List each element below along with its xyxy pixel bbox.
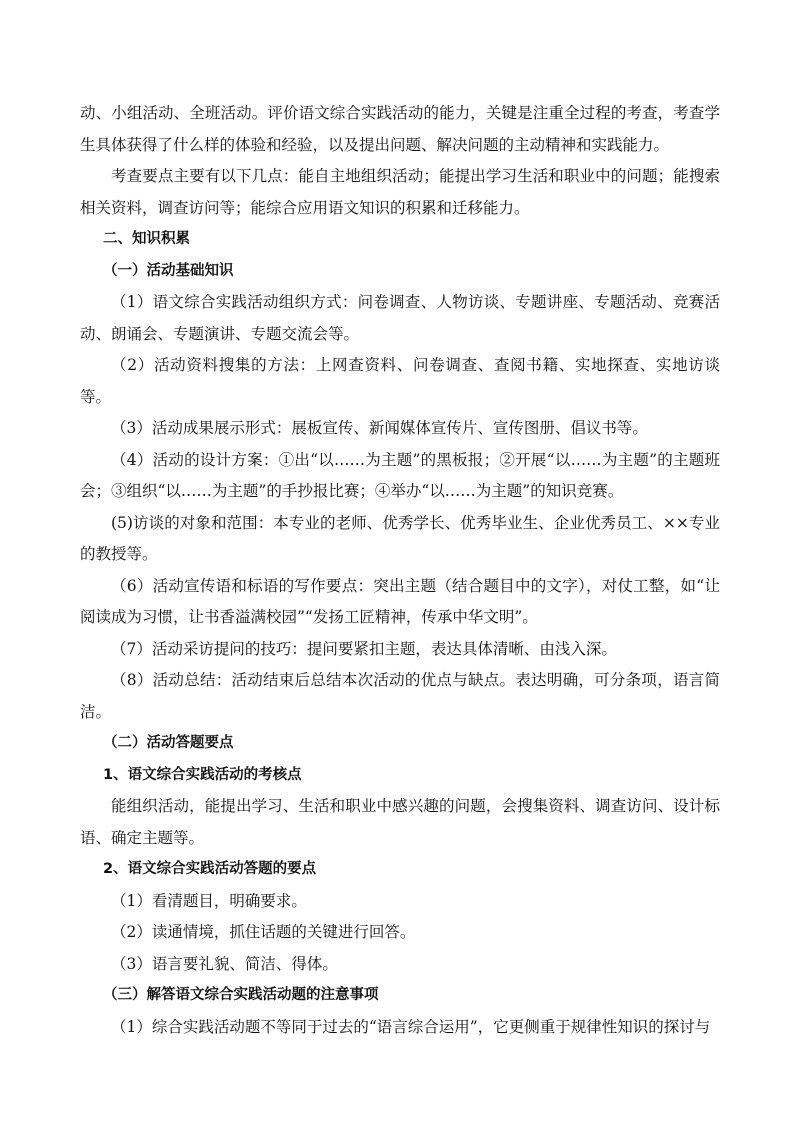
page-content xyxy=(80,98,720,1043)
body-paragraph-1: 动、小组活动、全班活动。评价语文综合实践活动的能力，关键是注重全过程的考查，考查学生具体获得了什么样的体验和经验，以及提出问题、解决问题的主动精神和实践能力。 xyxy=(80,104,720,154)
notes-item-1: （1）综合实践活动题不等同于过去的“语言综合运用”，它更侧重于规律性知识的探讨与 xyxy=(111,1017,711,1036)
subsection-heading-answer-key: 2、语文综合实践活动答题的要点 xyxy=(103,861,317,877)
list-item-2: （2）活动资料搜集的方法：上网查资料、问卷调查、查阅书籍、实地探查、实地访谈等。 xyxy=(80,356,720,406)
subsection-heading-answer-points: （二）活动答题要点 xyxy=(103,735,234,751)
subsection-heading-notes: （三）解答语文综合实践活动题的注意事项 xyxy=(103,987,379,1003)
answer-item-3: （3）语言要礼貌、简洁、得体。 xyxy=(111,954,338,973)
list-item-6: （6）活动宣传语和标语的写作要点：突出主题（结合题目中的文字），对仗工整，如“让阅读成为习惯，让书香溢满校园”“发扬工匠精神，传承中华文明”。 xyxy=(80,576,720,626)
subsection-heading-assessment: 1、语文综合实践活动的考核点 xyxy=(103,766,302,783)
list-item-3: （3）活动成果展示形式：展板宣传、新闻媒体宣传片、宣传图册、倡议书等。 xyxy=(111,419,648,437)
body-paragraph-assessment: 能组织活动，能提出学习、生活和职业中感兴趣的问题，会搜集资料、调查访问、设计标语、确定主题等。 xyxy=(80,797,720,847)
list-item-1: （1）语文综合实践活动组织方式：问卷调查、人物访谈、专题讲座、专题活动、竞赛活动、朗诵会、专题演讲、专题交流会等。 xyxy=(80,293,720,343)
list-item-5: (5)访谈的对象和范围：本专业的老师、优秀学长、优秀毕业生、企业优秀员工、××专业的教授等。 xyxy=(80,513,720,563)
list-item-4: （4）活动的设计方案：①出“以……为主题”的黑板报；②开展“以……为主题”的主题班会；③组织“以……为主题”的手抄报比赛；④举办“以……为主题”的知识竞赛。 xyxy=(80,450,720,500)
answer-item-1: （1）看清题目，明确要求。 xyxy=(111,891,307,910)
subsection-heading-basics: （一）活动基础知识 xyxy=(103,262,234,279)
answer-item-2: （2）读通情境，抓住话题的关键进行回答。 xyxy=(111,923,416,941)
list-item-7: （7）活动采访提问的技巧：提问要紧扣主题，表达具体清晰、由浅入深。 xyxy=(111,639,617,658)
section-heading-knowledge: 二、知识积累 xyxy=(103,231,190,247)
body-paragraph-2: 考查要点主要有以下几点：能自主地组织活动；能提出学习生活和职业中的问题；能搜索相关资料，调查访问等；能综合应用语文知识的积累和迁移能力。 xyxy=(80,167,720,217)
list-item-8: （8）活动总结：活动结束后总结本次活动的优点与缺点。表达明确，可分条项，语言简洁。 xyxy=(80,671,720,721)
